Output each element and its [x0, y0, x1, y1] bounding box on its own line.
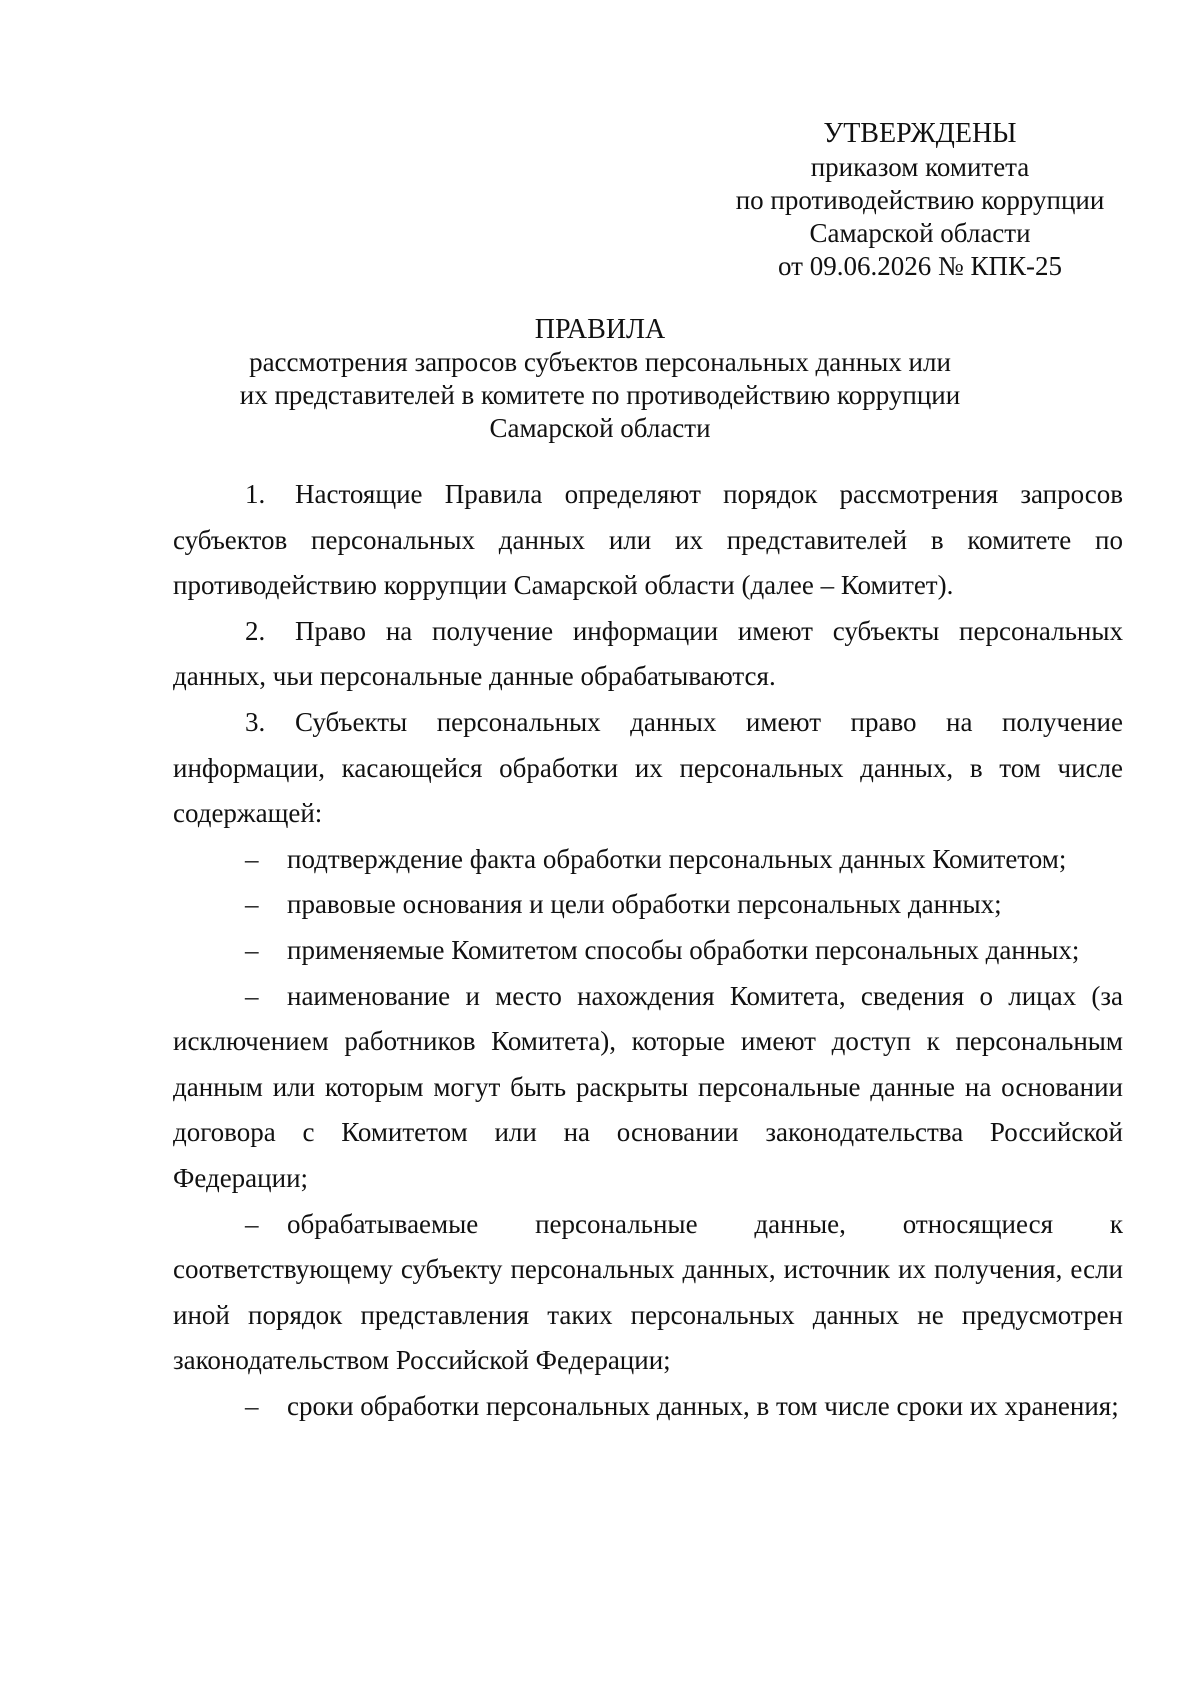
approval-date-number: от 09.06.2026 № КПК-25: [778, 251, 1062, 281]
list-item-text: правовые основания и цели обработки персональных данных;: [287, 889, 1002, 920]
list-item: [173, 837, 1123, 883]
document-body: [173, 472, 1123, 1429]
numbered-paragraph: [173, 472, 1123, 609]
approval-line: по противодействию коррупции: [735, 185, 1105, 215]
list-item: [173, 882, 1123, 928]
paragraph-text: Настоящие Правила определяют порядок рассмотрения запросов субъектов персональных данных или их представителей в комитете по противодействию коррупции Самарской области (далее – Комитет).: [173, 479, 1123, 601]
paragraph-text: Право на получение информации имеют субъекты персональных данных, чьи персональные данные обрабатываются.: [173, 615, 1123, 692]
approval-title: УТВЕРЖДЕНЫ: [823, 118, 1017, 149]
document-subtitle-line: рассмотрения запросов субъектов персональных данных или: [249, 347, 951, 377]
list-dash: –: [245, 1208, 259, 1239]
approval-line: Самарской области: [809, 218, 1031, 248]
document-subtitle-line: их представителей в комитете по противодействию коррупции: [239, 380, 961, 410]
list-item-text: применяемые Комитетом способы обработки персональных данных;: [287, 934, 1080, 965]
numbered-paragraph: [173, 700, 1123, 837]
list-item-text: подтверждение факта обработки персональных данных Комитетом;: [287, 843, 1067, 874]
paragraph-text: Субъекты персональных данных имеют право на получение информации, касающейся обработки их персональных данных, в том числе содержащей:: [173, 706, 1123, 829]
paragraph-number: 3.: [245, 706, 266, 737]
list-item: [173, 928, 1123, 974]
approval-block: [700, 117, 1140, 283]
document-subtitle-line: Самарской области: [489, 413, 711, 443]
document-title: ПРАВИЛА: [534, 314, 666, 345]
list-item: [173, 1384, 1123, 1430]
list-item-text: обрабатываемые персональные данные, относящиеся к соответствующему субъекту персональных данных, источник их получения, если иной порядок представления таких персональных данных не предусмотрен законодательством Российской Федерации;: [173, 1208, 1123, 1376]
approval-line: приказом комитета: [810, 152, 1030, 182]
document-heading: [160, 313, 1040, 445]
paragraph-number: 2.: [245, 615, 266, 646]
list-item-text: наименование и место нахождения Комитета, сведения о лицах (за исключением работников Комитета), которые имеют доступ к персональным данным или которым могут быть раскрыты персональные данные на основании договора с Комитетом или на основании законодательства Российской Федерации;: [173, 980, 1123, 1193]
list-item: [173, 1202, 1123, 1384]
numbered-paragraph: [173, 609, 1123, 700]
paragraph-number: 1.: [245, 479, 266, 509]
list-dash: –: [245, 934, 259, 965]
list-item: [173, 974, 1123, 1202]
list-item-text: сроки обработки персональных данных, в том числе сроки их хранения;: [287, 1390, 1119, 1421]
list-dash: –: [245, 843, 259, 874]
list-dash: –: [245, 889, 259, 920]
list-dash: –: [245, 1390, 259, 1421]
list-dash: –: [245, 980, 259, 1011]
